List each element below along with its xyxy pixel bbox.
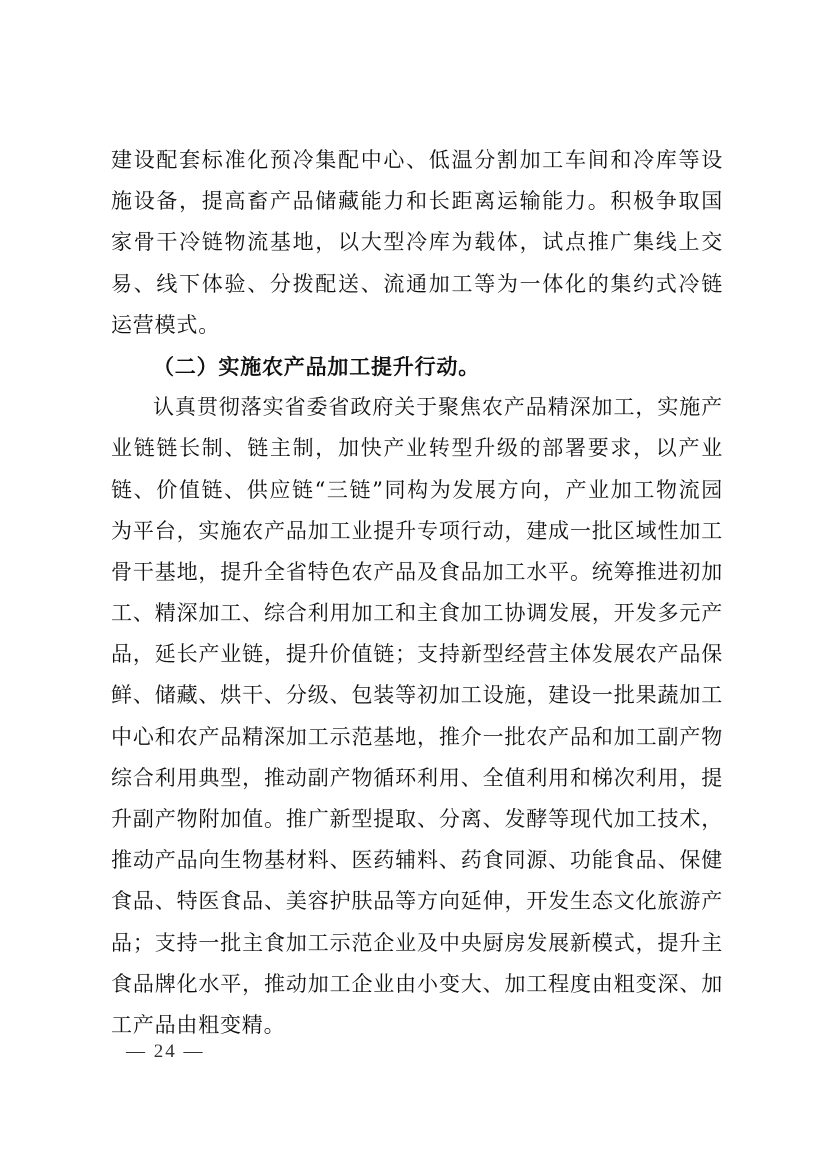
text-line: 运营模式。 <box>111 312 220 337</box>
text-line: 工、精深加工、综合利用加工和主食加工协调发展，开发多元产 <box>111 601 723 626</box>
text-line: 链、价值链、供应链“三链”同构为发展方向，产业加工物流园 <box>111 477 723 502</box>
text-line: 鲜、储藏、烘干、分级、包装等初加工设施，建设一批果蔬加工 <box>111 683 723 708</box>
text-line: 建设配套标准化预冷集配中心、低温分割加工车间和冷库等设 <box>111 148 723 172</box>
text-line: 施设备，提高畜产品储藏能力和长距离运输能力。积极争取国 <box>111 189 723 214</box>
text-line: 食品牌化水平，推动加工企业由小变大、加工程度由粗变深、加 <box>111 971 723 996</box>
text-line: 推动产品向生物基材料、医药辅料、药食同源、功能食品、保健 <box>111 848 723 873</box>
text-line: 易、线下体验、分拨配送、流通加工等为一体化的集约式冷链 <box>111 271 723 296</box>
section-heading: （二）实施农产品加工提升行动。 <box>153 353 480 379</box>
body-text <box>111 140 723 1046</box>
text-line: 品，延长产业链，提升价值链；支持新型经营主体发展农产品保 <box>111 642 723 667</box>
text-line: 工产品由粗变精。 <box>111 1012 286 1037</box>
text-line: 认真贯彻落实省委省政府关于聚焦农产品精深加工，实施产 <box>153 395 723 420</box>
text-line: 食品、特医食品、美容护肤品等方向延伸，开发生态文化旅游产 <box>111 889 723 914</box>
text-line: 骨干基地，提升全省特色农产品及食品加工水平。统筹推进初加 <box>111 559 723 584</box>
text-line: 中心和农产品精深加工示范基地，推介一批农产品和加工副产物 <box>111 724 723 749</box>
page-number: — 24 — <box>126 1041 205 1062</box>
text-line: 升副产物附加值。推广新型提取、分离、发酵等现代加工技术， <box>111 807 723 831</box>
text-line: 为平台，实施农产品加工业提升专项行动，建成一批区域性加工 <box>111 518 723 543</box>
text-line: 综合利用典型，推动副产物循环利用、全值利用和梯次利用，提 <box>111 765 723 790</box>
text-line: 家骨干冷链物流基地，以大型冷库为载体，试点推广集线上交 <box>111 230 723 255</box>
text-line: 品；支持一批主食加工示范企业及中央厨房发展新模式，提升主 <box>111 930 723 955</box>
text-line: 业链链长制、链主制，加快产业转型升级的部署要求，以产业 <box>111 436 723 461</box>
